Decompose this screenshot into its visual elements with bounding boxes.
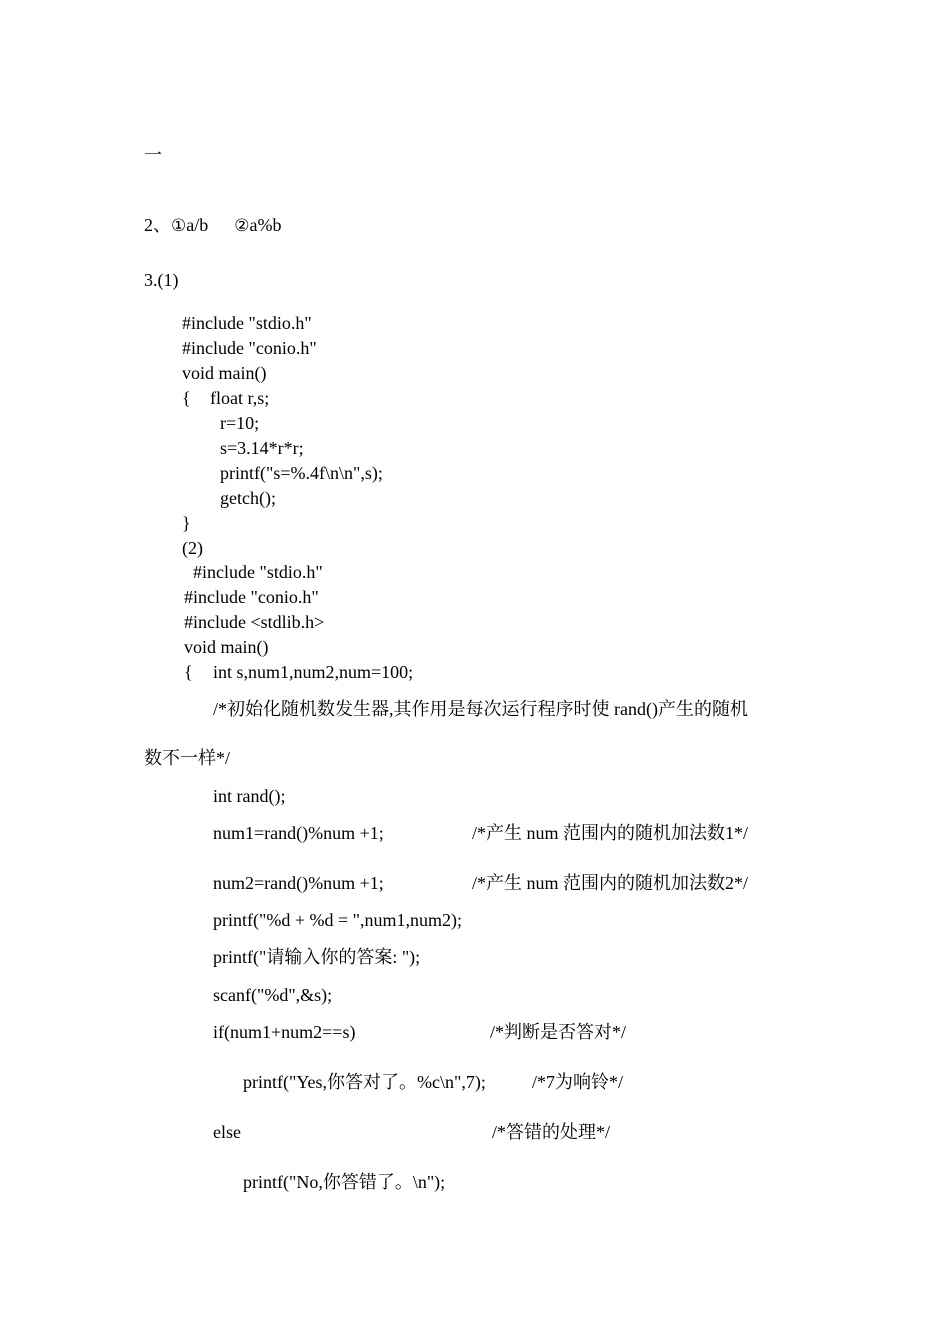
heading-3-2: (2)	[182, 538, 203, 558]
code2-brace-open: {	[184, 662, 193, 682]
code2-line-12: if(num1+num2==s)	[213, 1022, 356, 1042]
code2-line-2: #include "conio.h"	[184, 587, 319, 607]
section-mark: 一	[144, 145, 162, 165]
code1-line-5: r=10;	[220, 413, 260, 433]
code2-line-11: scanf("%d",&s);	[213, 985, 333, 1005]
code1-brace-close: }	[182, 513, 191, 533]
code1-line-7: printf("s=%.4f\n\n",s);	[220, 463, 383, 483]
code1-brace-open: {	[182, 388, 191, 408]
answer-2-item-2: a%b	[249, 215, 282, 235]
code1-line-4: float r,s;	[210, 388, 270, 408]
code2-line-10: printf("请输入你的答案: ");	[213, 947, 421, 967]
code1-line-1: #include "stdio.h"	[182, 313, 312, 333]
code2-line-7: num1=rand()%num +1;	[213, 823, 384, 843]
answer-2-prefix: 2、	[144, 215, 171, 235]
code2-line-15: printf("No,你答错了。\n");	[243, 1172, 446, 1192]
code2-line-13-comment: /*7为响铃*/	[532, 1072, 624, 1092]
circled-1-mark: ①	[171, 216, 187, 236]
code2-line-8-comment: /*产生 num 范围内的随机加法数2*/	[472, 873, 749, 893]
code1-line-8: getch();	[220, 488, 276, 508]
code2-line-8: num2=rand()%num +1;	[213, 873, 384, 893]
code2-comment-line-a: /*初始化随机数发生器,其作用是每次运行程序时使 rand()产生的随机	[213, 699, 748, 719]
code1-line-2: #include "conio.h"	[182, 338, 317, 358]
code2-line-7-comment: /*产生 num 范围内的随机加法数1*/	[472, 823, 749, 843]
code2-comment-line-b: 数不一样*/	[144, 748, 231, 768]
code1-line-3: void main()	[182, 363, 267, 383]
code2-line-1: #include "stdio.h"	[193, 562, 323, 582]
code2-line-5: int s,num1,num2,num=100;	[213, 662, 414, 682]
code1-line-6: s=3.14*r*r;	[220, 438, 304, 458]
circled-2-mark: ②	[234, 216, 250, 236]
code2-line-3: #include <stdlib.h>	[184, 612, 325, 632]
code2-line-4: void main()	[184, 637, 269, 657]
code2-line-14-comment: /*答错的处理*/	[492, 1122, 611, 1142]
code2-line-6: int rand();	[213, 786, 286, 806]
code2-line-12-comment: /*判断是否答对*/	[490, 1022, 627, 1042]
code2-line-13: printf("Yes,你答对了。%c\n",7);	[243, 1072, 486, 1092]
answer-2-item-1: a/b	[186, 215, 209, 235]
heading-3-1: 3.(1)	[144, 270, 179, 290]
code2-line-14: else	[213, 1122, 241, 1142]
code2-line-9: printf("%d + %d = ",num1,num2);	[213, 910, 462, 930]
answer-2	[144, 214, 281, 237]
